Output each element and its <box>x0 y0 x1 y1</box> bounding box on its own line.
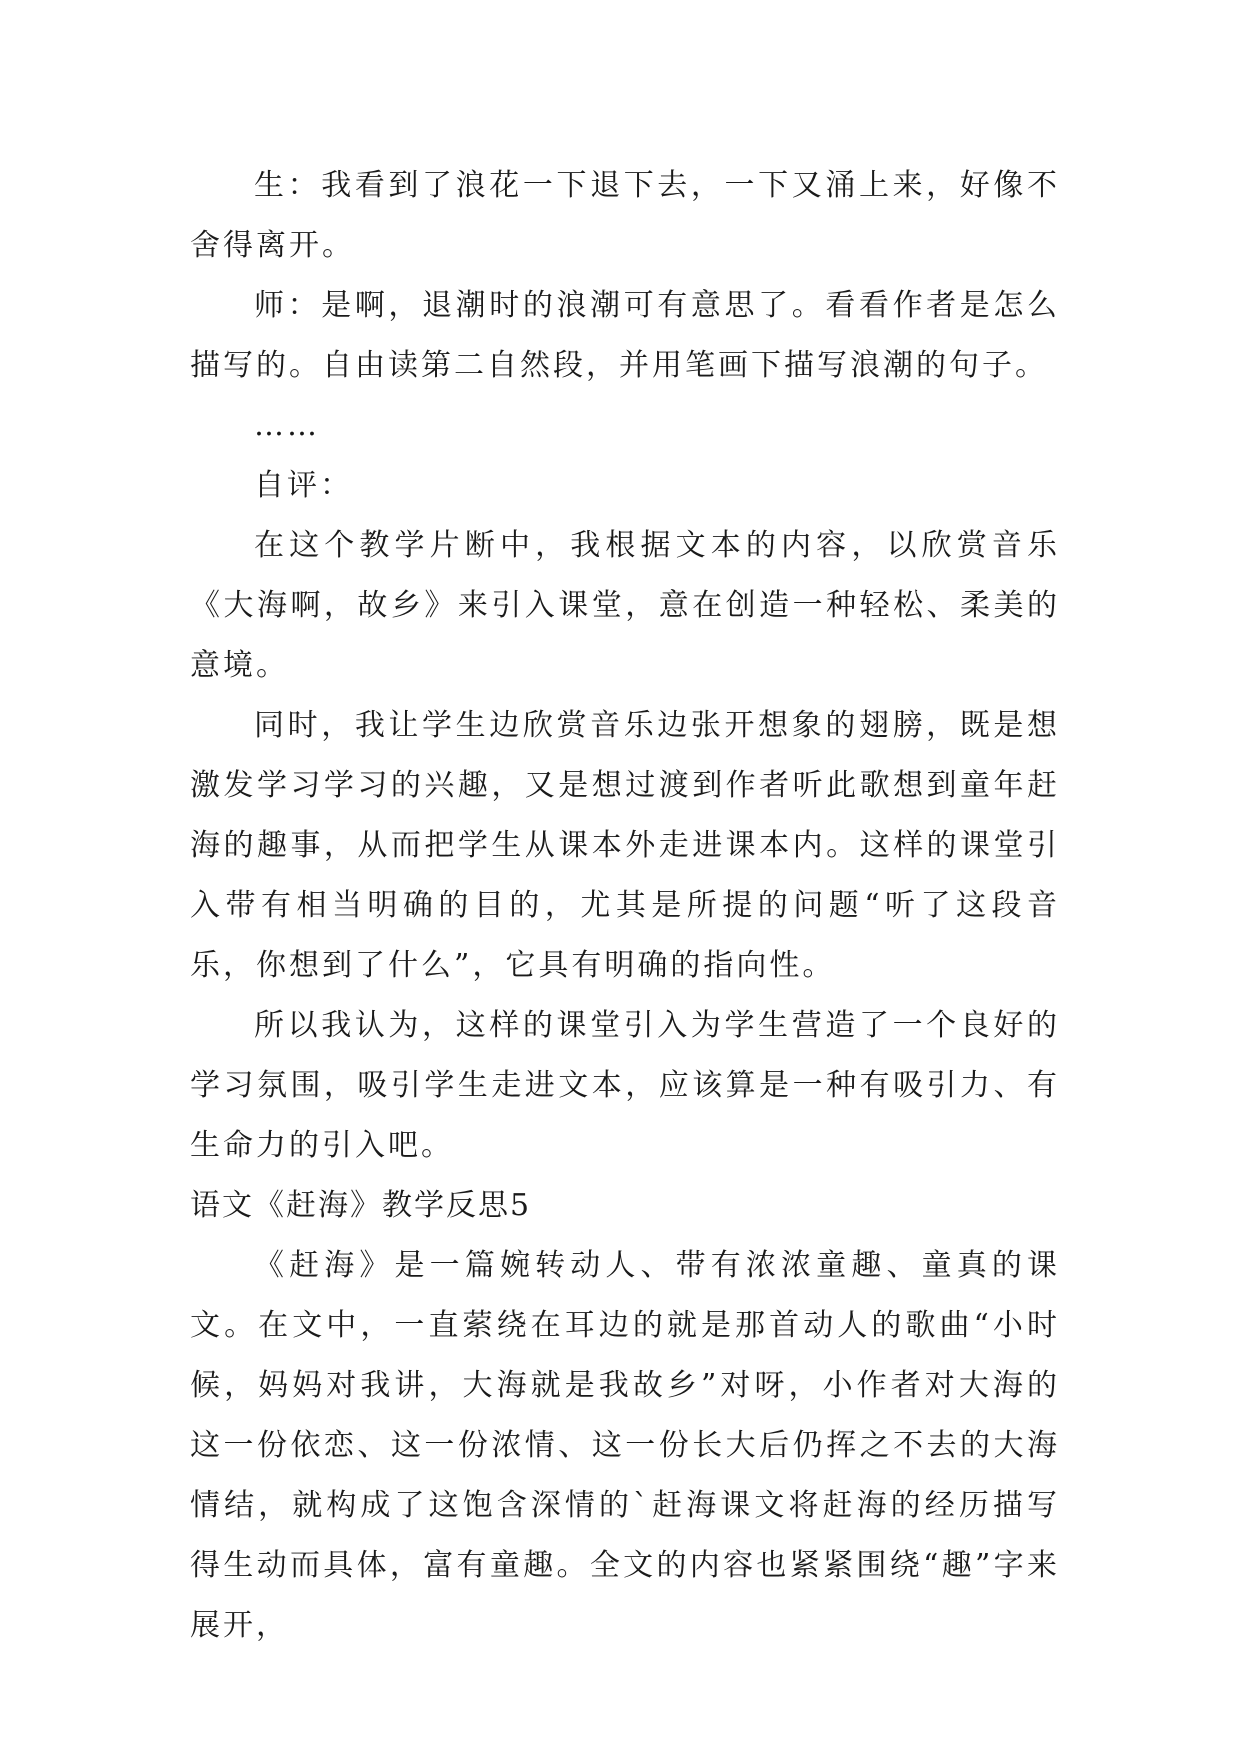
paragraph-section-body: 《赶海》是一篇婉转动人、带有浓浓童趣、童真的课文。在文中，一直萦绕在耳边的就是那首动人的歌曲“小时候，妈妈对我讲，大海就是我故乡”对呀，小作者对大海的这一份依恋、这一份浓情、这一份长大后仍挥之不去的大海情结，就构成了这饱含深情的`赶海课文将赶海的经历描写得生动而具体，富有童趣。全文的内容也紧紧围绕“趣”字来展开， <box>190 1248 1060 1643</box>
paragraph-review-intro: 在这个教学片断中，我根据文本的内容，以欣赏音乐《大海啊，故乡》来引入课堂，意在创造一种轻松、柔美的意境。 <box>190 528 1060 683</box>
paragraph-teacher-prompt: 师：是啊，退潮时的浪潮可有意思了。看看作者是怎么描写的。自由读第二自然段，并用笔画下描写浪潮的句子。 <box>190 288 1060 383</box>
paragraph-review-purpose: 同时，我让学生边欣赏音乐边张开想象的翅膀，既是想激发学习学习的兴趣，又是想过渡到作者听此歌想到童年赶海的趣事，从而把学生从课本外走进课本内。这样的课堂引入带有相当明确的目的，尤其是所提的问题“听了这段音乐，你想到了什么”，它具有明确的指向性。 <box>190 708 1060 983</box>
paragraph-ellipsis: …… <box>254 408 320 443</box>
section-title: 语文《赶海》教学反思5 <box>190 1188 532 1223</box>
paragraph-self-review-label: 自评： <box>254 468 353 503</box>
paragraph-student-answer: 生：我看到了浪花一下退下去，一下又涌上来，好像不舍得离开。 <box>190 168 1060 263</box>
paragraph-review-conclusion: 所以我认为，这样的课堂引入为学生营造了一个良好的学习氛围，吸引学生走进文本，应该算是一种有吸引力、有生命力的引入吧。 <box>190 1008 1060 1163</box>
document-body <box>190 156 1060 1656</box>
